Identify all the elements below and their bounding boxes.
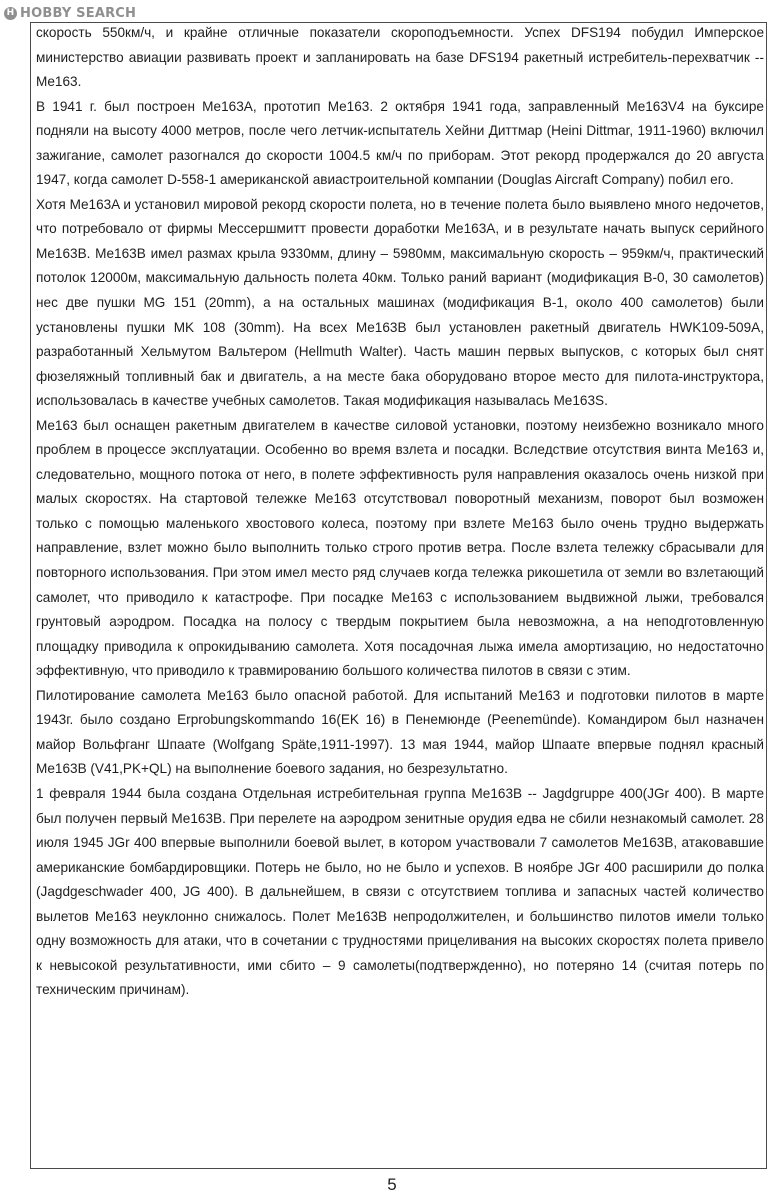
paragraph-dfs194: скорость 550км/ч, и крайне отличные показатели скороподъемности. Успех DFS194 побудил Имперское министерство авиации развивать проект и запланировать на базе DFS194 ракетный истребитель-перехватчик -- Me163. <box>36 25 764 90</box>
paragraph-me163a-record: В 1941 г. был построен Me163A, прототип Me163. 2 октября 1941 года, заправленный Me163V4 на буксире подняли на высоту 4000 метров, после чего летчик-испытатель Хейни Диттмар (Heini Dittmar, 1911-1960) включил зажигание, самолет разогнался до скорости 1004.5 км/ч по приборам. Этот рекорд продержался до 20 августа 1947, когда самолет D-558-1 американской авиастроительной компании (Douglas Aircraft Company) побил его. <box>36 98 764 188</box>
watermark-text: HOBBY SEARCH <box>20 5 137 21</box>
paragraph-operation-problems: Me163 был оснащен ракетным двигателем в качестве силовой установки, поэтому неизбежно возникало много проблем в процессе эксплуатации. Особенно во время взлета и посадки. Вследствие отсутствия винта Me163 и, следовательно, мощного потока от него, в полете эффективность руля направления оказалось очень низкой при малых скоростях. На стартовой тележке Me163 отсутствовал поворотный механизм, поворот был возможен только с помощью маленького хвостового колеса, поэтому при взлете Me163 было очень трудно выдержать направление, взлет можно было выполнить только строго против ветра. После взлета тележку сбрасывали для повторного использования. При этом имел место ряд случаев когда тележка рикошетила от земли во взлетающий самолет, что приводило к катастрофе. При посадке Me163 с использованием выдвижной лыжи, требовался грунтовый аэродром. Посадка на полосу с твердым покрытием была невозможна, а на неподготовленную площадку приводила к опрокидыванию самолета. Хотя посадочная лыжа имела амортизацию, но недостаточно эффективную, что приводило к травмированию большого количества пилотов в связи с этим. <box>36 417 764 679</box>
hobby-search-watermark <box>4 4 136 22</box>
paragraph-test-pilots: Пилотирование самолета Me163 было опасной работой. Для испытаний Me163 и подготовки пилотов в марте 1943г. было создано Erprobungskommando 16(EK 16) в Пенемюнде (Peenemünde). Командиром был назначен майор Вольфганг Шпаате (Wolfgang Späte,1911-1997). 13 мая 1944, майор Шпаате впервые поднял красный Me163B (V41,PK+QL) на выполнение боевого задания, но безрезультатно. <box>36 687 764 777</box>
paragraph-jgr400: 1 февраля 1944 была создана Отдельная истребительная группа Me163B -- Jagdgruppe 400(JGr 400). В марте был получен первый Me163B. При перелете на аэродром зенитные орудия едва не сбили незнакомый самолет. 28 июля 1945 JGr 400 впервые выполнили боевой вылет, в котором участвовали 7 самолетов Me163B, атаковавшие американские бомбардировщики. Потерь не было, но не было и успехов. В ноябре JGr 400 расширили до полка (Jagdgeschwader 400, JG 400). В дальнейшем, в связи с отсутствием топлива и запасных частей количество вылетов Me163 неуклонно снижалось. Полет Me163B непродолжителен, и большинство пилотов имели только одну возможность для атаки, что в сочетании с трудностями прицеливания на высоких скоростях полета привело к невысокой результативности, ими сбито – 9 самолеты(подтвержденно), но потеряно 14 (считая потерь по техническим причинам). <box>36 785 764 998</box>
document-body <box>36 21 764 1003</box>
paragraph-me163b-specs: Хотя Me163A и установил мировой рекорд скорости полета, но в течение полета было выявлено много недочетов, что потребовало от фирмы Мессершмитт провести доработки Me163A, и в результате начать выпуск серийного Me163B. Me163B имел размах крыла 9330мм, длину – 5980мм, максимальную скорость – 959км/ч, практический потолок 12000м, максимальную дальность полета 40км. Только раний вариант (модификация B-0, 30 самолетов) нес две пушки MG 151 (20mm), а на остальных машинах (модификация B-1, около 400 самолетов) были установлены пушки MK 108 (30mm). На всех Me163B был установлен ракетный двигатель HWK109-509A, разработанный Хельмутом Вальтером (Hellmuth Walter). Часть машин первых выпусков, с которых был снят фюзеляжный топливный бак и двигатель, а на месте бака оборудовано второе место для пилота-инструктора, использовалась в качестве учебных самолетов. Такая модификация называлась Me163S. <box>36 196 765 409</box>
watermark-logo-icon: H <box>4 7 17 20</box>
page-number: 5 <box>387 1175 397 1194</box>
